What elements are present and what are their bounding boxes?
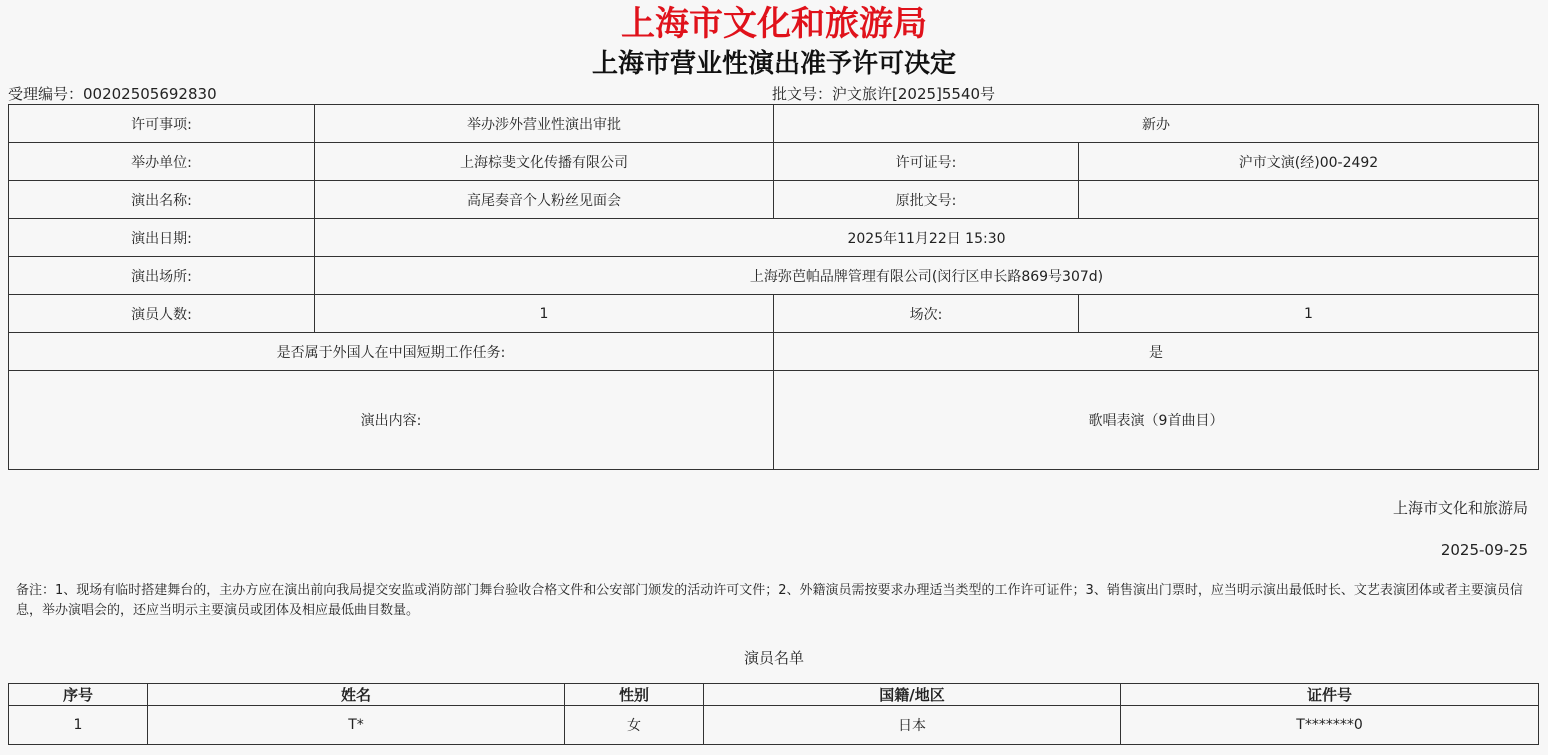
organizer-label: 举办单位: [9, 143, 315, 181]
performer-list-title: 演员名单 [743, 649, 804, 667]
column-header-name: 姓名 [148, 684, 565, 706]
table-row [9, 105, 1539, 143]
performer-nationality: 日本 [704, 706, 1121, 745]
show-date-value: 2025年11月22日 15:30 [315, 219, 1539, 257]
table-row [9, 219, 1539, 257]
foreign-work-label: 是否属于外国人在中国短期工作任务: [9, 333, 774, 371]
column-header-gender: 性别 [565, 684, 704, 706]
org-title: 上海市文化和旅游局 [621, 4, 927, 44]
performer-table [8, 683, 1539, 745]
document-title: 上海市营业性演出准予许可决定 [591, 49, 956, 79]
license-no-value: 沪市文演(经)00-2492 [1079, 143, 1539, 181]
permit-table [8, 104, 1539, 470]
acceptance-number: 受理编号：00202505692830 [8, 85, 217, 103]
remark-text: 备注：1、现场有临时搭建舞台的，主办方应在演出前向我局提交安监或消防部门舞台验收合格文件和公安部门颁发的活动许可文件；2、外籍演员需按要求办理适当类型的工作许可证件；3、销售演出门票时，应当明示演出最低时长、文艺表演团体或者主要演员信息，举办演唱会的，还应当明示主要演员或团体及相应最低曲目数量。 [16, 583, 1523, 618]
column-header-id-number: 证件号 [1121, 684, 1539, 706]
organizer-value: 上海棕斐文化传播有限公司 [315, 143, 774, 181]
venue-label: 演出场所: [9, 257, 315, 295]
venue-value: 上海弥芭帕品牌管理有限公司(闵行区申长路869号307d) [315, 257, 1539, 295]
permit-type-value: 新办 [774, 105, 1539, 143]
table-row [9, 257, 1539, 295]
permit-item-value: 举办涉外营业性演出审批 [315, 105, 774, 143]
table-row [9, 295, 1539, 333]
original-approval-label: 原批文号: [774, 181, 1079, 219]
session-count-value: 1 [1079, 295, 1539, 333]
show-content-label: 演出内容: [9, 371, 774, 470]
column-header-nationality: 国籍/地区 [704, 684, 1121, 706]
table-row [9, 181, 1539, 219]
original-approval-value [1079, 181, 1539, 219]
performer-header-row [9, 684, 1539, 706]
performer-id-number: T*******0 [1121, 706, 1539, 745]
issuing-org: 上海市文化和旅游局 [1392, 499, 1528, 517]
show-name-value: 高尾奏音个人粉丝见面会 [315, 181, 774, 219]
issue-date: 2025-09-25 [1440, 541, 1528, 559]
table-row [9, 371, 1539, 470]
show-name-label: 演出名称: [9, 181, 315, 219]
session-count-label: 场次: [774, 295, 1079, 333]
performer-name: T* [148, 706, 565, 745]
approval-number: 批文号：沪文旅许[2025]5540号 [772, 85, 996, 103]
permit-item-label: 许可事项: [9, 105, 315, 143]
license-no-label: 许可证号: [774, 143, 1079, 181]
performer-gender: 女 [565, 706, 704, 745]
column-header-index: 序号 [9, 684, 148, 706]
foreign-work-value: 是 [774, 333, 1539, 371]
performer-count-value: 1 [315, 295, 774, 333]
table-row [9, 706, 1539, 745]
table-row [9, 333, 1539, 371]
show-content-value: 歌唱表演（9首曲目） [774, 371, 1539, 470]
show-date-label: 演出日期: [9, 219, 315, 257]
performer-index: 1 [9, 706, 148, 745]
performer-count-label: 演员人数: [9, 295, 315, 333]
table-row [9, 143, 1539, 181]
